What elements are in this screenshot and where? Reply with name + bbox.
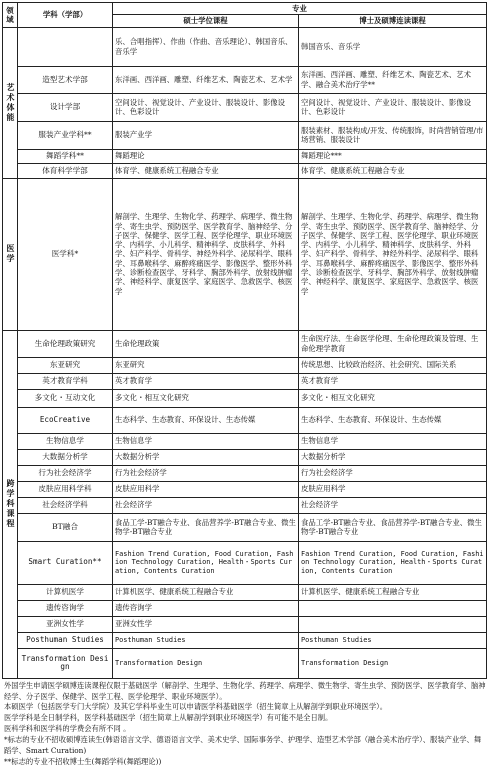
department-cell: 舞蹈学科**	[18, 149, 113, 163]
department-cell: Smart Curation**	[18, 541, 113, 584]
doctor-program-cell: 解剖学、生理学、生物化学、药理学、病理学、微生物学、寄生虫学、预防医学、医学教育学、脑神经学、分子医学、保健学、医学工程、医学伦理学、职业环境医学、内科学、小儿科学、精神科学、皮肤科学、外科学、妇产科学、骨科学、神经外科学、泌尿科学、眼科学、耳鼻喉科学、麻醉疼痛医学、影像医学、整形外科学、诊断检查医学、牙科学、胸部外科学、放射线肿瘤学、神经科学、康复医学、家庭医学、急救医学、核医学	[299, 178, 487, 330]
department-cell: 体育科学学部	[18, 163, 113, 178]
department-cell	[18, 27, 113, 66]
footnote-line: 医科学科和医学科的学费会有所不同 。	[4, 724, 131, 734]
master-program-cell: 解剖学、生理学、生物化学、药理学、病理学、微生物学、寄生虫学、预防医学、医学教育学、脑神经学、分子医学、保健学、医学工程、医学伦理学、职业环境医学、内科学、小儿科学、精神科学、皮肤科学、外科学、妇产科学、骨科学、神经外科学、泌尿科学、眼科学、耳鼻喉科学、麻醉疼痛医学、影像医学、整形外科学、诊断检查医学、牙科学、胸部外科学、放射线肿瘤学、神经科学、康复医学、家庭医学、急救医学、核医学	[113, 178, 299, 330]
master-program-cell: 东亚研究	[113, 357, 299, 373]
table-row	[3, 357, 487, 373]
doctor-program-cell	[299, 616, 487, 632]
field-cell: 跨学科课程	[3, 330, 18, 678]
department-cell: 行为社会经济学	[18, 465, 113, 481]
table-header-row	[3, 3, 487, 15]
master-program-cell: 东洋画、西洋画、雕塑、纤维艺术、陶瓷艺术、艺术学	[113, 66, 299, 93]
admission-program-sheet	[2, 2, 486, 768]
master-program-cell: 计算机医学、健康系统工程融合专业	[113, 584, 299, 600]
table-row	[3, 648, 487, 678]
doctor-program-cell: Transformation Design	[299, 648, 487, 678]
department-cell: 东亚研究	[18, 357, 113, 373]
department-cell: 英才教育学科	[18, 373, 113, 389]
master-program-cell: 舞蹈理论	[113, 149, 299, 163]
department-cell: 遗传咨询学	[18, 600, 113, 616]
doctor-program-cell: 体育学、健康系统工程融合专业	[299, 163, 487, 178]
master-program-cell: Transformation Design	[113, 648, 299, 678]
footnote-line: 外国学生申请医学硕博连读课程仅限于基础医学（解剖学、生理学、生物化学、药理学、病理学、微生物学、寄生虫学、预防医学、医学教育学、脑神经学、分子医学、保健学、医学工程、医学伦理学、职业环境医学）。	[4, 680, 486, 701]
department-cell: 造型艺术学部	[18, 66, 113, 93]
field-cell: 医学	[3, 178, 18, 330]
department-cell: 医学科*	[18, 178, 113, 330]
doctor-program-cell: 食品工学-BT融合专业、食品营养学-BT融合专业、微生物学-BT融合专业	[299, 513, 487, 541]
department-cell: 社会经济学科	[18, 497, 113, 513]
table-row	[3, 93, 487, 121]
doctor-program-cell: 韩国音乐、音乐学	[299, 27, 487, 66]
doctor-program-cell: 生物信息学	[299, 433, 487, 449]
doctor-program-cell: 生命医疗法、生命医学伦理、生命伦理政策及管理、生命伦理学教育	[299, 330, 487, 357]
footnote-line: 本硕医学（包括医学专门大学院）及其它学科毕业生可以申请医学科基础医学（招生简章上从解剖学到职业环境医学）。	[4, 702, 388, 712]
table-row	[3, 600, 487, 616]
doctor-program-cell: Fashion Trend Curation, Food Curation, Fashion Technology Curation, Health・Sports Curation, Contents Curation	[299, 541, 487, 584]
table-row	[3, 481, 487, 497]
doctor-program-cell: 大数据分析学	[299, 449, 487, 465]
master-program-cell: 食品工学-BT融合专业、食品营养学-BT融合专业、微生物学-BT融合专业	[113, 513, 299, 541]
doctor-program-cell: 多文化・相互文化研究	[299, 389, 487, 407]
table-row	[3, 513, 487, 541]
department-cell: EcoCreative	[18, 407, 113, 433]
master-program-cell: 大数据分析学	[113, 449, 299, 465]
doctor-program-cell: 计算机医学、健康系统工程融合专业	[299, 584, 487, 600]
table-row	[3, 407, 487, 433]
department-cell: 生物信息学	[18, 433, 113, 449]
footnote-line: 医学学科是全日制学科，医学科基础医学（招生简章上从解剖学到职业环境医学）有可能不是全日制。	[4, 713, 333, 723]
master-program-cell: 生物信息学	[113, 433, 299, 449]
department-cell: 皮肤应用科学科	[18, 481, 113, 497]
department-cell: Posthuman Studies	[18, 632, 113, 648]
department-cell: Transformation Design	[18, 648, 113, 678]
master-program-cell: 多文化・相互文化研究	[113, 389, 299, 407]
master-program-cell: Posthuman Studies	[113, 632, 299, 648]
program-table	[2, 2, 487, 679]
master-program-cell: 生态科学、生态教育、环保设计、生态传媒	[113, 407, 299, 433]
department-cell: 服装产业学科**	[18, 121, 113, 149]
department-cell: 亚洲女性学	[18, 616, 113, 632]
master-program-cell: 社会经济学	[113, 497, 299, 513]
doctor-program-cell: 空间设计、视觉设计、产业设计、服装设计、影像设计、色彩设计	[299, 93, 487, 121]
table-row	[3, 433, 487, 449]
doctor-program-cell: 东洋画、西洋画、雕塑、纤维艺术、陶瓷艺术、艺术学、融合美术治疗学**	[299, 66, 487, 93]
table-row	[3, 465, 487, 481]
master-program-cell: 遗传咨询学	[113, 600, 299, 616]
footnote-line: *标志的专业不招收硕博连读生(韩语语言文学、德语语言文学、美术史学、国际事务学、护理学、造型艺术学部（融合美术治疗学）、服装产业学、舞蹈学、Smart Curation)	[4, 735, 482, 756]
table-row	[3, 163, 487, 178]
doctor-program-cell	[299, 600, 487, 616]
master-program-cell: 行为社会经济学	[113, 465, 299, 481]
master-program-cell: Fashion Trend Curation, Food Curation, Fashion Technology Curation, Health・Sports Curation, Contents Curation	[113, 541, 299, 584]
department-cell: BT融合	[18, 513, 113, 541]
table-row	[3, 632, 487, 648]
header-major: 专业	[113, 3, 487, 15]
doctor-program-cell: 皮肤应用科学	[299, 481, 487, 497]
table-row	[3, 27, 487, 66]
doctor-program-cell: 英才教育学	[299, 373, 487, 389]
doctor-program-cell: 生态科学、生态教育、环保设计、生态传媒	[299, 407, 487, 433]
master-program-cell: 乐、合唱指挥）、作曲（作曲、音乐理论）、韩国音乐、音乐学	[113, 27, 299, 66]
master-program-cell: 服装产业学	[113, 121, 299, 149]
doctor-program-cell: Posthuman Studies	[299, 632, 487, 648]
master-program-cell: 生命伦理政策	[113, 330, 299, 357]
master-program-cell: 体育学、健康系统工程融合专业	[113, 163, 299, 178]
header-master: 硕士学位课程	[113, 15, 299, 27]
table-row	[3, 373, 487, 389]
table-row	[3, 66, 487, 93]
table-row	[3, 497, 487, 513]
department-cell: 大数据分析学	[18, 449, 113, 465]
footnotes	[2, 681, 486, 768]
doctor-program-cell: 舞蹈理论***	[299, 149, 487, 163]
department-cell: 计算机医学	[18, 584, 113, 600]
table-row	[3, 330, 487, 357]
master-program-cell: 英才教育学	[113, 373, 299, 389]
footnote-line: **标志的专业不招收博士生(舞蹈学科(舞蹈理论))	[4, 756, 162, 766]
table-row	[3, 449, 487, 465]
department-cell: 多文化・互动文化	[18, 389, 113, 407]
doctor-program-cell: 社会经济学	[299, 497, 487, 513]
header-doctor: 博士及硕博连读课程	[299, 15, 487, 27]
doctor-program-cell: 服装素材、服装构成/开发、传统服饰，时尚营销管理/市场营销、服装设计	[299, 121, 487, 149]
master-program-cell: 皮肤应用科学	[113, 481, 299, 497]
table-row	[3, 616, 487, 632]
table-row	[3, 121, 487, 149]
field-cell: 艺术体能	[3, 27, 18, 178]
doctor-program-cell: 传统思想、比较政治经济、社会研究、国际关系	[299, 357, 487, 373]
master-program-cell: 亚洲女性学	[113, 616, 299, 632]
table-row	[3, 149, 487, 163]
header-department: 学科（学部）	[18, 3, 113, 28]
master-program-cell: 空间设计、视觉设计、产业设计、服装设计、影像设计、色彩设计	[113, 93, 299, 121]
table-row	[3, 178, 487, 330]
department-cell: 设计学部	[18, 93, 113, 121]
table-body	[3, 27, 487, 678]
table-row	[3, 541, 487, 584]
department-cell: 生命伦理政策研究	[18, 330, 113, 357]
doctor-program-cell: 行为社会经济学	[299, 465, 487, 481]
table-row	[3, 389, 487, 407]
header-field: 领域	[3, 3, 18, 28]
table-row	[3, 584, 487, 600]
